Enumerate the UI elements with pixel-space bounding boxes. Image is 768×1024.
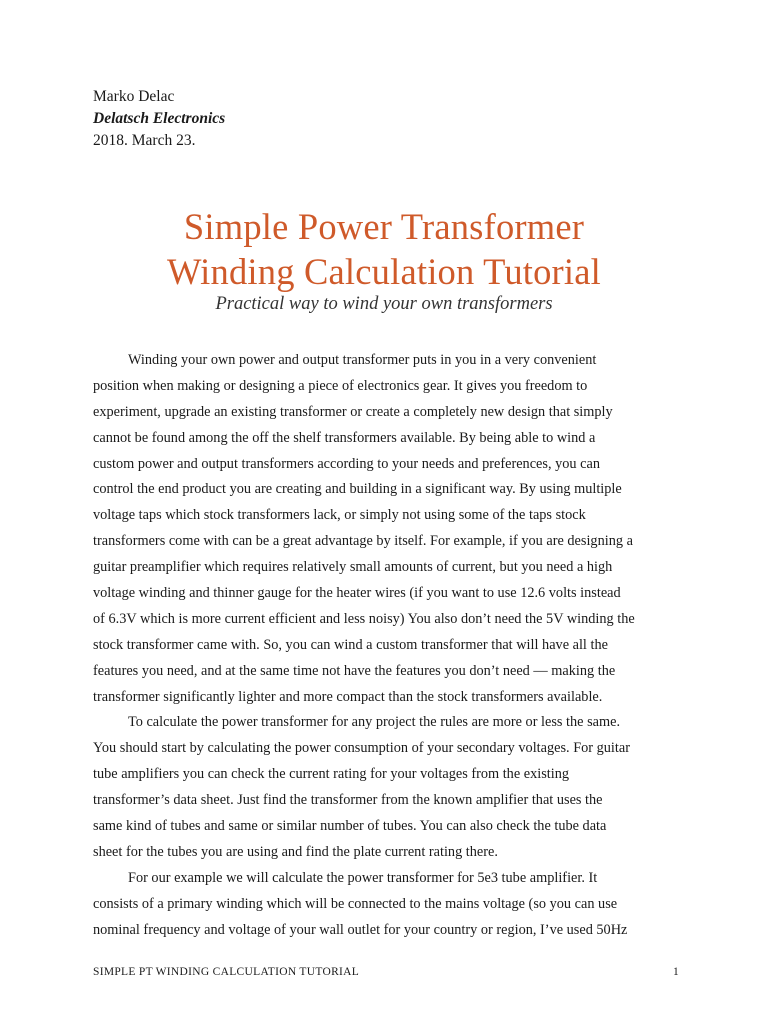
page-number: 1 [672, 966, 679, 978]
subtitle: Practical way to wind your own transformers [215, 294, 553, 314]
body-line: voltage winding and thinner gauge for the heater wires (if you want to use 12.6 volts instead [93, 585, 621, 602]
body-line: transformer significantly lighter and more compact than the stock transformers available. [93, 688, 603, 705]
body-line: transformers come with can be a great advantage by itself. For example, if you are designing a [93, 533, 633, 550]
body-line: You should start by calculating the power consumption of your secondary voltages. For guitar [93, 740, 630, 757]
author-name: Marko Delac [93, 88, 175, 105]
body-line: control the end product you are creating and building in a significant way. By using multiple [93, 481, 622, 498]
body-line: guitar preamplifier which requires relatively small amounts of current, but you need a high [93, 559, 613, 576]
body-line: For our example we will calculate the power transformer for 5e3 tube amplifier. It [128, 869, 598, 886]
body-line: To calculate the power transformer for any project the rules are more or less the same. [128, 714, 621, 731]
body-line: Winding your own power and output transformer puts in you in a very convenient [128, 352, 597, 368]
document-date: 2018. March 23. [93, 132, 196, 149]
body-line: custom power and output transformers according to your needs and preferences, you can [93, 455, 600, 472]
body-line: nominal frequency and voltage of your wall outlet for your country or region, I’ve used 50Hz [93, 921, 628, 938]
body-line: tube amplifiers you can check the current rating for your voltages from the existing [93, 766, 570, 783]
body-line: consists of a primary winding which will be connected to the mains voltage (so you can use [93, 895, 618, 912]
body-line: experiment, upgrade an existing transformer or create a completely new design that simply [93, 403, 613, 420]
body-line: cannot be found among the off the shelf transformers available. By being able to wind a [93, 429, 596, 446]
title-line-1: Simple Power Transformer [183, 206, 585, 247]
body-line: of 6.3V which is more current efficient and less noisy) You also don’t need the 5V winding the [93, 610, 635, 627]
page-footer [93, 964, 679, 980]
author-block [93, 86, 225, 152]
company-name: Delatsch Electronics [93, 110, 226, 127]
body-line: same kind of tubes and same or similar number of tubes. You can also check the tube data [93, 818, 607, 835]
body-line: voltage taps which stock transformers lack, or simply not using some of the taps stock [93, 507, 586, 524]
body-line: position when making or designing a piece of electronics gear. It gives you freedom to [93, 377, 588, 394]
body-line: features you need, and at the same time not have the features you don’t need — making the [93, 662, 616, 679]
body-text [93, 348, 681, 943]
title-block [0, 204, 768, 316]
title-line-2: Winding Calculation Tutorial [166, 251, 601, 292]
running-title: SIMPLE PT WINDING CALCULATION TUTORIAL [93, 966, 360, 978]
body-line: transformer’s data sheet. Just find the transformer from the known amplifier that uses the [93, 792, 603, 809]
body-line: stock transformer came with. So, you can wind a custom transformer that will have all the [93, 636, 608, 653]
body-line: sheet for the tubes you are using and find the plate current rating there. [93, 843, 498, 860]
